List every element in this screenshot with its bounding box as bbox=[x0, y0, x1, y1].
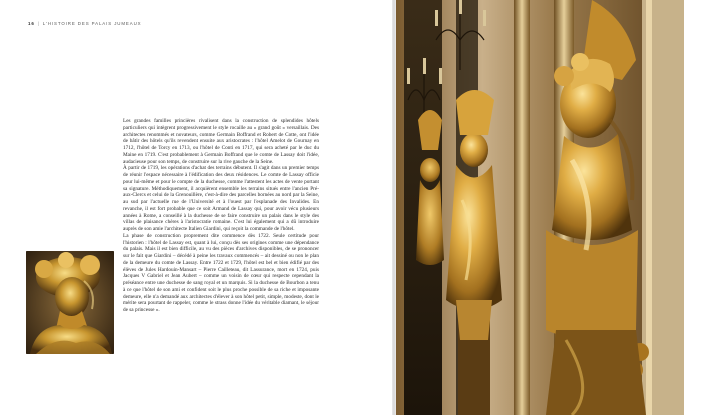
running-header bbox=[28, 21, 142, 26]
header-separator: | bbox=[37, 21, 40, 26]
paragraph: La phase de construction proprement dite commence dès 1722. Seule certitude pour l'historien : l'hôtel de Lassay est, quant à lui, conçu dès ses origines comme une dépendance du palais. Mais il est bien difficile, au vu des pièces d'archives disponibles, de se prononcer sur le fait que Giardini – décédé à peine les travaux commencés – ait dessiné ou non le plan de la demeure du comte de Lassay. Entre 1722 et 1729, l'hôtel est bel et bien édifié par des élèves de Jules Hardouin-Mansart – Pierre Cailleteau, dit Lassurance, mort en 1724, puis Jacques V Gabriel et Jean Aubert – comme un voisin de cœur qui respecte cependant la préséance entre une duchesse de sang royal et un marquis. Si la duchesse de Bourbon a tenu à ce que l'hôtel de son ami et confident soit le plus proche possible de sa riche et imposante demeure, elle n'a demandé aux architectes d'élever à son hôtel petit, simple, modeste, dont le mérite sera pourtant de rappeler, comme le strass donne l'idée du véritable diamant, le séjour de sa princesse ». bbox=[123, 232, 319, 313]
paragraph: À partir de 1719, les opérations d'achat des terrains débutent. Il s'agit dans un premier temps de réunir l'espace nécessaire à l'édification des deux résidences. Le comte de Lassay officie pour lui-même et pour le compte de la duchesse, comme l'attestent les actes de vente portant sa signature. Méthodiquement, il acquièrent ensemble les terrains situés entre l'ancien Pré-aux-Clercs et celui de la Grenouillère, c'est-à-dire des parcelles bornées au nord par la Seine, au sud par l'actuelle rue de l'Université et à l'ouest par l'esplanade des Invalides. En revanche, il est fort probable que ce soit Armand de Lassay qui, pour avoir vécu plusieurs années à Rome, a conseillé à la duchesse de se faire construire un palais dans le style des villas de plaisance chères à l'aristocratie romaine. C'est lui également qui a dû introduire auprès de son amie l'architecte Italien Giardini, qui reçoit la commande de l'hôtel. bbox=[123, 165, 319, 232]
body-text bbox=[123, 118, 319, 314]
caryatid-photo bbox=[396, 0, 684, 415]
right-page-margin bbox=[684, 0, 709, 415]
running-title: L'HISTOIRE DES PALAIS JUMEAUX bbox=[42, 21, 142, 26]
page-number: 16 bbox=[28, 21, 35, 26]
bust-thumbnail bbox=[26, 251, 114, 354]
gilded-bust-image bbox=[26, 251, 114, 354]
gilded-caryatids-image bbox=[396, 0, 684, 415]
paragraph: Les grandes familles princières rivalisent dans la construction de splendides hôtels particuliers qui intègrent progressivement le style rocaille au « grand goût » versaillais. Des architectes renommés et novateurs, comme Germain Boffrand et Robert de Cotte, ont l'idée de bâtir des hôtels qu'ils revendent ensuite aux aristocrates : l'hôtel Amelot de Gournay en 1712, l'hôtel de Torcy en 1713, ou l'hôtel de Conti en 1717, qui sera acheté par le duc du Maine en 1719. C'est probablement à Germain Boffrand que le comte de Lassay doit l'idée, audacieuse pour son temps, de construire sur la rive gauche de la Seine. bbox=[123, 118, 319, 165]
